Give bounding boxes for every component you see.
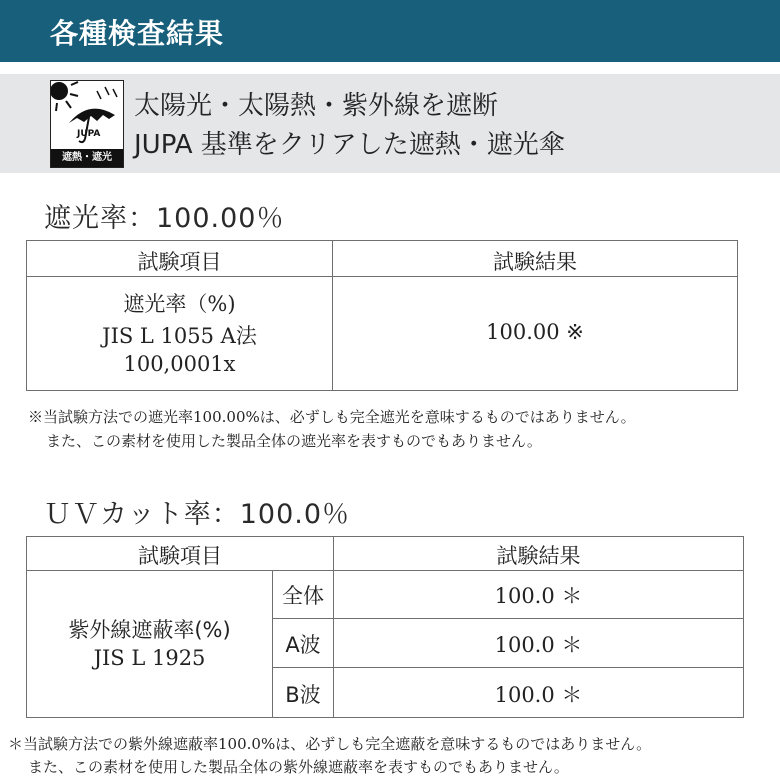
uv-col-item-header: 試験項目	[138, 544, 222, 568]
uv-col-result-header: 試験結果	[496, 544, 581, 568]
uv-table-right-border	[743, 536, 744, 718]
shading-note-1: ※当試験方法での遮光率100.00%は、必ずしも完全遮光を意味するものではありません。	[28, 408, 636, 426]
shading-rate-title: 遮光率：100.00％	[44, 203, 285, 234]
shading-col-result-header: 試験結果	[493, 250, 577, 274]
uv-note-1: ＊当試験方法での紫外線遮蔽率100.0%は、必ずしも完全遮蔽を意味するものではありません。	[8, 735, 652, 753]
page-header	[0, 0, 780, 62]
shading-note-2: また、この素材を使用した製品全体の遮光率を表すものでもありません。	[46, 432, 542, 450]
banner-line-1: 太陽光・太陽熱・紫外線を遮断	[134, 91, 499, 121]
uv-note-2: また、この素材を使用した製品全体の紫外線遮蔽率を表すものでもありません。	[28, 758, 569, 776]
shading-col-item-header: 試験項目	[137, 250, 222, 274]
jupa-logo	[50, 80, 124, 168]
shading-result-value: 100.00 ※	[486, 320, 584, 344]
uv-row-value-total: 100.0 ＊	[494, 584, 583, 608]
uv-table-header-divider	[26, 570, 744, 571]
uv-item-line-2: JIS L 1925	[93, 646, 206, 670]
shading-table-bottom-border	[26, 390, 738, 391]
jupa-mark: JUPA	[77, 129, 101, 139]
uv-row-label-uva: A波	[285, 633, 321, 657]
uv-row-label-total: 全体	[282, 584, 324, 608]
uv-row-label-uvb: B波	[285, 683, 321, 707]
shading-table-top-border	[26, 240, 738, 241]
uv-table-row-divider-2	[272, 667, 744, 668]
shading-item-line-1: 遮光率（%)	[123, 292, 236, 316]
uv-row-value-uva: 100.0 ＊	[494, 633, 583, 657]
logo-caption: 遮熱・遮光	[51, 149, 123, 167]
uv-row-value-uvb: 100.0 ＊	[494, 683, 583, 707]
shading-table-right-border	[737, 240, 738, 391]
banner-line-2: JUPA 基準をクリアした遮熱・遮光傘	[134, 130, 565, 160]
page-title: 各種検査結果	[50, 17, 225, 50]
uv-table-row-divider-1	[272, 618, 744, 619]
uv-table-bottom-border	[26, 717, 744, 718]
shading-table-header-divider	[26, 276, 738, 277]
uv-item-line-1: 紫外線遮蔽率(%)	[68, 618, 231, 642]
uv-cut-rate-title: ＵＶカット率：100.0％	[44, 499, 351, 530]
shading-item-line-3: 100,0001x	[123, 352, 236, 376]
uv-table-top-border	[26, 536, 744, 537]
shading-item-line-2: JIS L 1055 A法	[102, 324, 257, 348]
